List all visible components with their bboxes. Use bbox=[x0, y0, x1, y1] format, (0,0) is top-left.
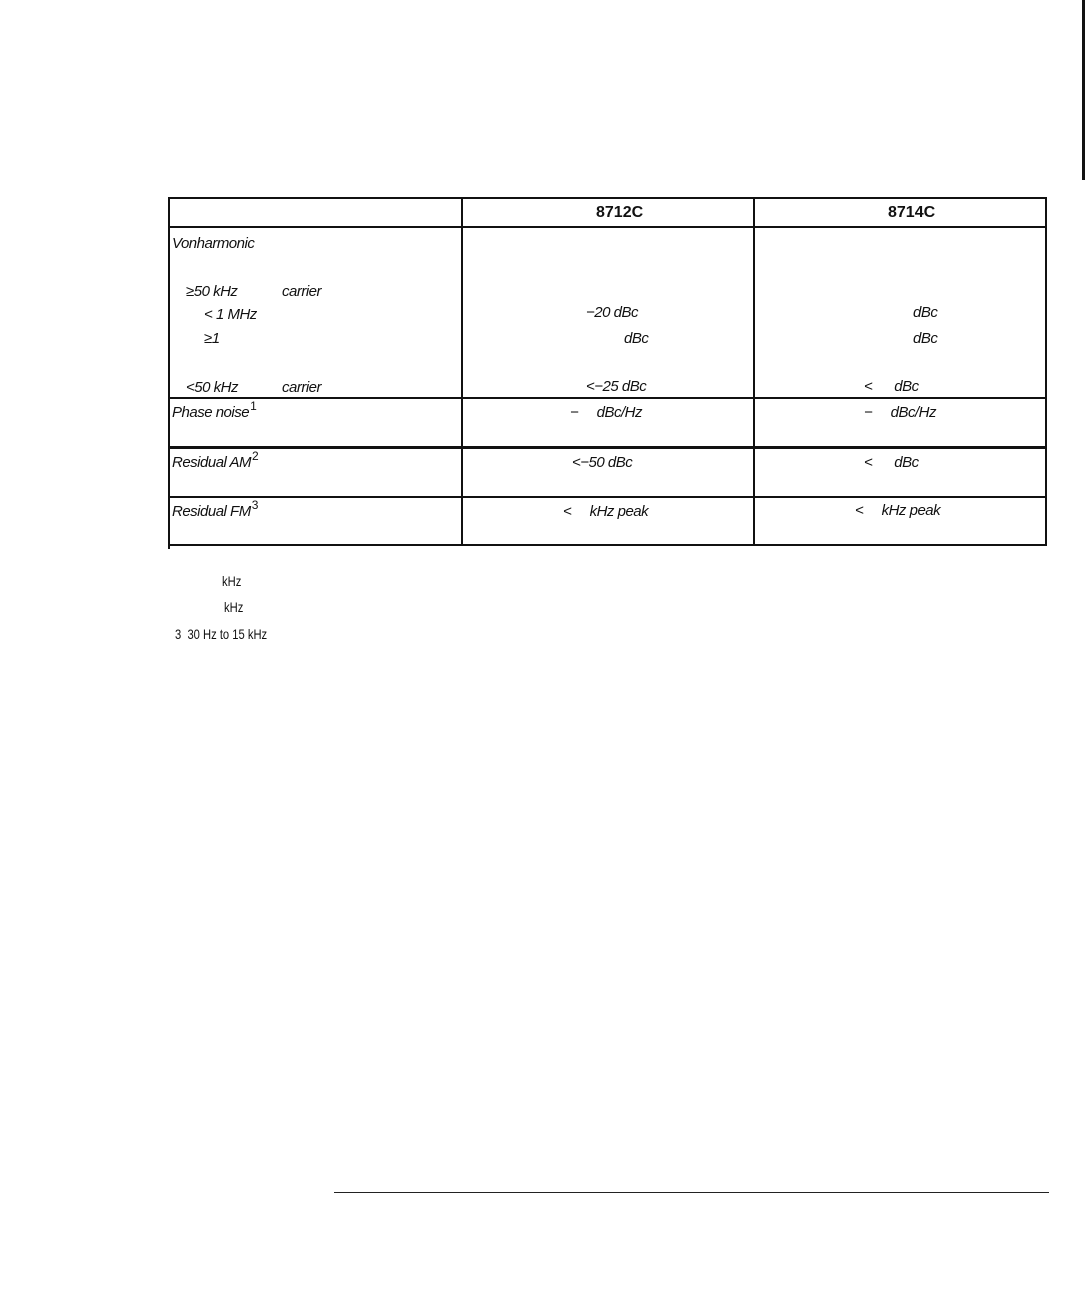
spur-value-8714c: dBc bbox=[913, 330, 938, 347]
table-bottom-border bbox=[168, 544, 1047, 546]
page-bottom-rule bbox=[334, 1192, 1049, 1193]
row-divider bbox=[168, 496, 1047, 498]
residual-fm-label: Residual $FM^3$ bbox=[172, 498, 258, 520]
column-divider bbox=[461, 197, 463, 546]
phase-noise-label: Phase noise$^1$ bbox=[172, 399, 257, 421]
footnote-1: kHz bbox=[222, 573, 242, 589]
spur-value-8714c: dBc bbox=[913, 304, 938, 321]
nonharmonic-label: Vonharmonic bbox=[172, 235, 255, 252]
spur-range-label: < 1 MHz bbox=[204, 306, 257, 323]
column-divider bbox=[753, 197, 755, 546]
residual-fm-8712c: < kHz peak bbox=[563, 503, 649, 520]
table-left-border bbox=[168, 197, 170, 549]
table-top-border bbox=[168, 197, 1047, 199]
spur-value-8714c: < dBc bbox=[864, 378, 919, 395]
spur-range-label: ≥50 kHz bbox=[186, 283, 238, 300]
residual-am-8712c: <−50 dBc bbox=[572, 454, 633, 471]
row-divider bbox=[168, 446, 1047, 449]
residual-fm-8714c: < kHz peak bbox=[855, 502, 941, 519]
footnote-2: kHz bbox=[224, 599, 244, 615]
spur-range-suffix: carrier bbox=[282, 379, 322, 396]
spur-value-8712c: −20 dBc bbox=[586, 304, 638, 321]
spur-value-8712c: <−25 dBc bbox=[586, 378, 647, 395]
residual-am-label: Residual $AM^2$ bbox=[172, 449, 259, 471]
spur-value-8712c: dBc bbox=[624, 330, 649, 347]
spur-range-suffix: carrier bbox=[282, 283, 322, 300]
phase-noise-8712c: − dBc/Hz bbox=[570, 404, 642, 421]
footnote-3: 3 30 Hz to 15 kHz bbox=[175, 626, 268, 642]
row-divider bbox=[168, 397, 1047, 399]
page-edge-rule bbox=[1082, 0, 1085, 180]
spur-range-label: <50 kHz bbox=[186, 379, 238, 396]
table-right-border bbox=[1045, 197, 1047, 546]
header-8714c: 8714C bbox=[888, 204, 936, 221]
phase-noise-8714c: − dBc/Hz bbox=[864, 404, 936, 421]
residual-am-8714c: < dBc bbox=[864, 454, 919, 471]
spur-range-label: ≥1 bbox=[204, 330, 220, 347]
header-8712c: 8712C bbox=[596, 204, 644, 221]
header-bottom-border bbox=[168, 226, 1047, 228]
